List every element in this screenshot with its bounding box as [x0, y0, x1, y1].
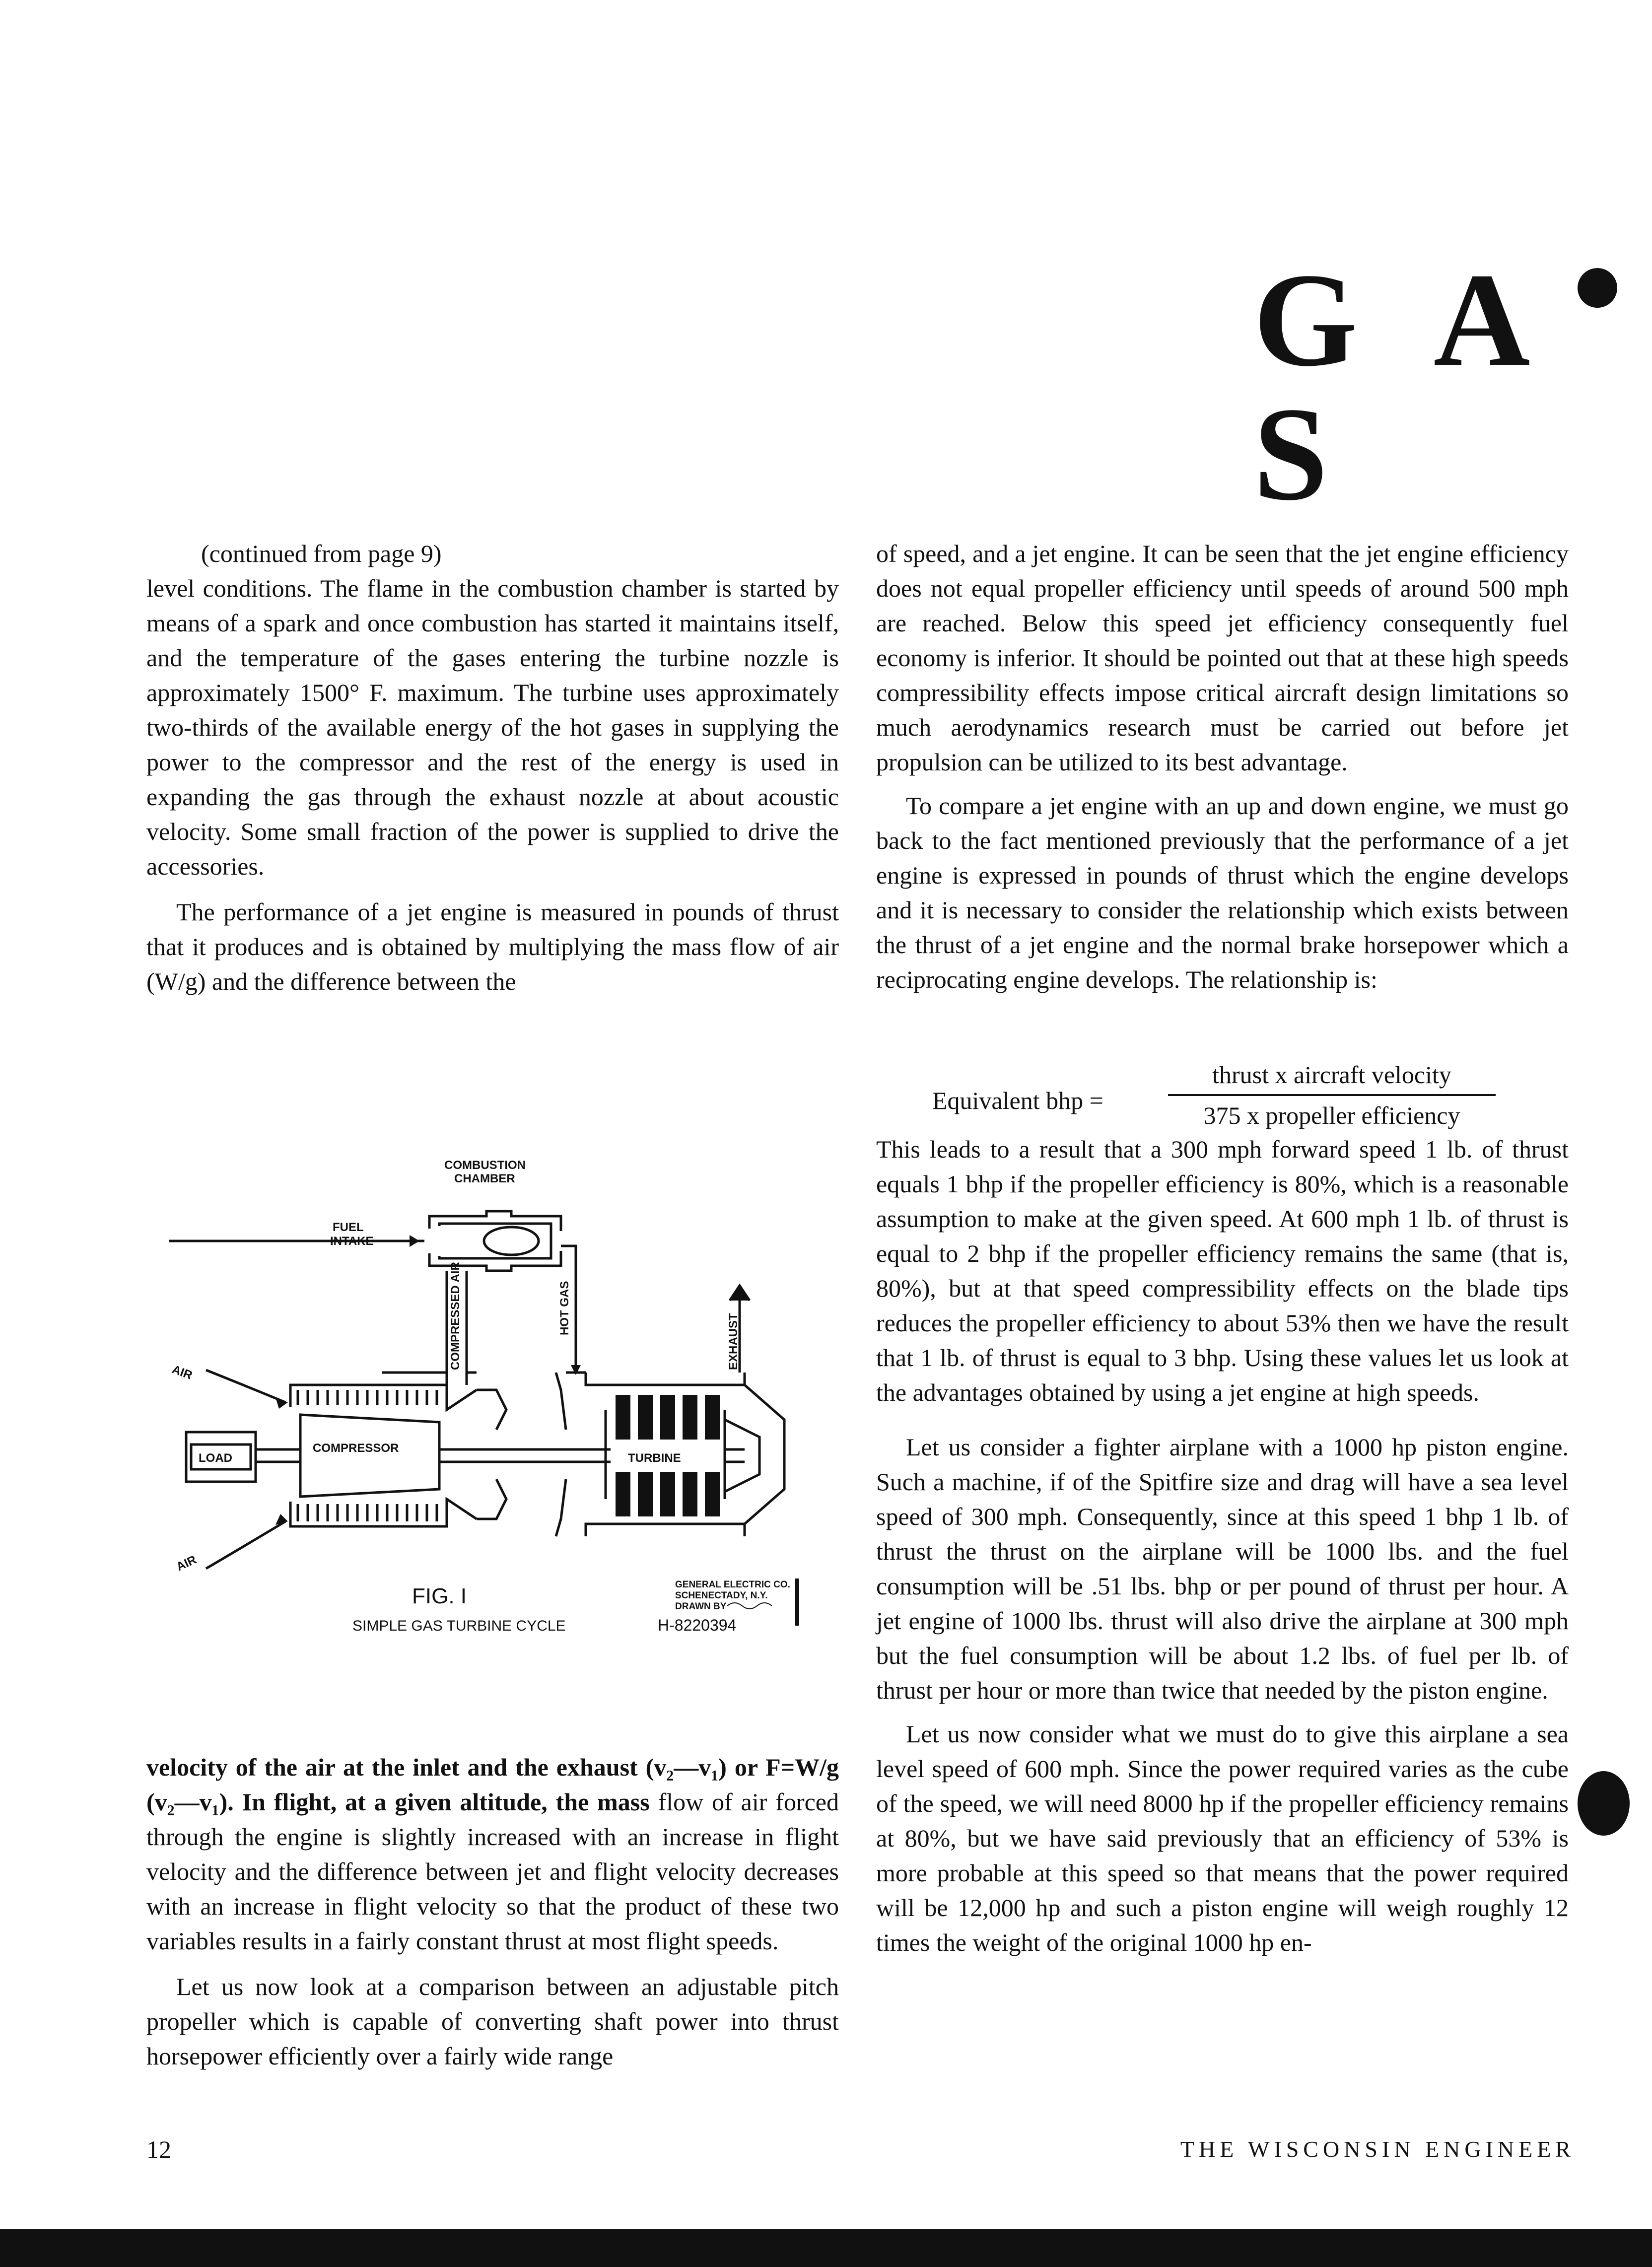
article-title: G A S [1253, 246, 1548, 528]
compressed-air-label: COMPRESSED AIR [449, 1262, 462, 1370]
intake-label: INTAKE [330, 1235, 374, 1248]
right-column-bottom [876, 1132, 1569, 1960]
side-bullet-dot [1578, 1771, 1630, 1836]
right-column-top [876, 536, 1569, 997]
left-paragraph-3 [146, 1750, 839, 1958]
air-label-bottom: AIR [174, 1553, 199, 1574]
fuel-label: FUEL [333, 1221, 364, 1234]
credit-bar [795, 1579, 799, 1626]
gas-turbine-diagram [169, 1152, 854, 1653]
left-column-bottom [146, 1750, 839, 2073]
page-number: 12 [146, 2135, 171, 2163]
equation-numerator: thrust x aircraft velocity [1212, 1061, 1451, 1089]
continued-note: (continued from page 9) [201, 540, 442, 567]
credit-line-2: SCHENECTADY, N.Y. [675, 1590, 768, 1601]
equation-fraction [1168, 1057, 1496, 1133]
bottom-scan-edge [0, 2229, 1652, 2267]
fraction-bar [1168, 1094, 1496, 1096]
credit-line-3: DRAWN BY [675, 1601, 727, 1612]
left-column-top [146, 536, 839, 999]
right-paragraph-4: Let us consider a fighter airplane with a 1000 hp piston engine. Such a machine, if of the Spitfire size and drag will have a sea level speed of 300 mph. Consequently, since at this speed 1 bhp 1 lb. of thrust the thrust on the airplane will be 1000 lbs. and the fuel consumption will be .51 lbs. bhp or per pound of thrust per hour. A jet engine of 1000 lbs. thrust will also drive the airplane at 300 mph but the fuel consumption will be about 1.2 lbs. of fuel per lb. of thrust per hour or more than twice that needed by the piston engine. [876, 1433, 1569, 1704]
figure-number: FIG. I [412, 1584, 467, 1608]
left-paragraph-4: Let us now look at a comparison between an adjustable pitch propeller which is capable of converting shaft power into thrust horsepower efficiently over a fairly wide range [146, 1973, 839, 2070]
figure-caption: SIMPLE GAS TURBINE CYCLE [352, 1618, 566, 1634]
drawing-number: H-8220394 [658, 1616, 737, 1634]
right-paragraph-1: of speed, and a jet engine. It can be seen that the jet engine efficiency does not equal propeller efficiency until speeds of around 500 mph are reached. Below this speed jet efficiency consequently fuel economy is inferior. It should be pointed out that at these high speeds compressibility effects impose critical aircraft design limitations so much aerodynamics research must be carried out before jet propulsion can be utilized to its best advantage. [876, 540, 1569, 776]
left-paragraph-1: level conditions. The flame in the combustion chamber is started by means of a spark and once combustion has started it maintains itself, and the temperature of the gases entering the turbine nozzle is approximately 1500° F. maximum. The turbine uses approximately two-thirds of the available energy of the hot gases in supplying the power to the compressor and the rest of the energy is used in expanding the gas through the exhaust nozzle at about acoustic velocity. Some small fraction of the power is supplied to drive the accessories. [146, 574, 839, 880]
compressor-label: COMPRESSOR [313, 1442, 399, 1455]
hot-gas-label: HOT GAS [558, 1281, 571, 1335]
title-bullet-dot [1578, 268, 1617, 308]
left-paragraph-2: The performance of a jet engine is measured in pounds of thrust that it produces and is obtained by multiplying the mass flow of air (W/g) and the difference between the [146, 898, 839, 995]
combustion-label-1: COMBUSTION [444, 1159, 526, 1172]
combustion-label-2: CHAMBER [454, 1172, 515, 1185]
credit-line-1: GENERAL ELECTRIC CO. [675, 1580, 790, 1590]
right-paragraph-5: Let us now consider what we must do to give this airplane a sea level speed of 600 mph. Since the power required varies as the cube of the speed, we will need 8000 hp if the propeller efficiency remains at 80%, but we have said previously that an efficiency of 53% is more probable at this speed so that means that the power required will be 12,000 hp and such a piston engine will weigh roughly 12 times the weight of the original 1000 hp en- [876, 1720, 1569, 1956]
left-paragraph-3-bold: velocity of the air at the inlet and the exhaust (v₂—v₁) or F=W/g (v₂—v₁). In flight, at a given altitude, the mass [146, 1753, 839, 1816]
load-label: LOAD [199, 1451, 232, 1465]
equation-denominator: 375 x propeller efficiency [1203, 1101, 1460, 1129]
turbine-label: TURBINE [628, 1451, 681, 1465]
signature-scribble [727, 1603, 772, 1609]
equation-label: Equivalent bhp = [932, 1087, 1103, 1114]
exhaust-label: EXHAUST [727, 1313, 740, 1370]
left-paragraph-3-rest: flow of air forced through the engine is slightly increased with an increase in flight velocity and the difference between jet and flight velocity decreases with an increase in flight velocity so that the product of these two variables results in a fairly constant thrust at most flight speeds. [146, 1788, 839, 1955]
gas-turbine-figure [169, 1152, 854, 1653]
right-paragraph-3: This leads to a result that a 300 mph forward speed 1 lb. of thrust equals 1 bhp if the propeller efficiency is 80%, which is a reasonable assumption to make at the given speed. At 600 mph 1 lb. of thrust is equal to 2 bhp if the propeller efficiency remains the same (that is, 80%), but at that speed compressibility effects on the blade tips reduces the propeller efficiency to about 53% then we have the result that 1 lb. of thrust is equal to 3 bhp. Using these values let us look at the advantages obtained by using a jet engine at high speeds. [876, 1135, 1569, 1406]
right-paragraph-2: To compare a jet engine with an up and down engine, we must go back to the fact mentioned previously that the performance of a jet engine is expressed in pounds of thrust which the engine develops and it is necessary to consider the relationship which exists between the thrust of a jet engine and the normal brake horsepower which a reciprocating engine develops. The relationship is: [876, 792, 1569, 993]
magazine-name: THE WISCONSIN ENGINEER [1180, 2136, 1575, 2162]
air-label-top: AIR [170, 1363, 195, 1382]
